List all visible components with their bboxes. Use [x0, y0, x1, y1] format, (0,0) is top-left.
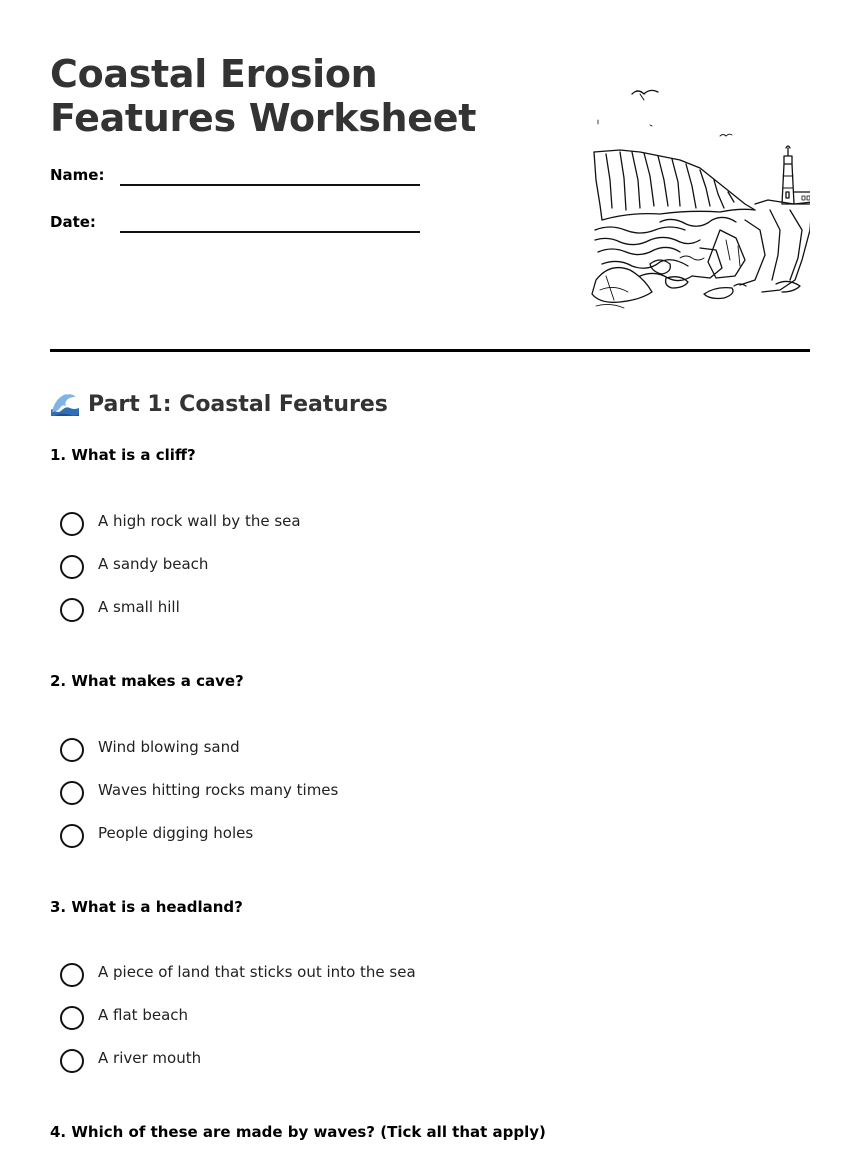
date-field[interactable] — [50, 212, 430, 242]
radio-button[interactable] — [60, 1049, 84, 1073]
date-input-line[interactable] — [120, 231, 420, 233]
option-label[interactable]: A high rock wall by the sea — [98, 512, 301, 530]
option-label[interactable]: A small hill — [98, 598, 180, 616]
question-3-options — [60, 961, 660, 1090]
question-1-options — [60, 510, 660, 639]
option-row[interactable] — [60, 510, 660, 553]
option-row[interactable] — [60, 736, 660, 779]
radio-button[interactable] — [60, 555, 84, 579]
name-label: Name: — [50, 166, 105, 184]
question-1: 1. What is a cliff? — [50, 446, 196, 464]
date-label: Date: — [50, 213, 96, 231]
option-row[interactable] — [60, 779, 660, 822]
name-input-line[interactable] — [120, 184, 420, 186]
option-label[interactable]: A river mouth — [98, 1049, 202, 1067]
option-label[interactable]: Waves hitting rocks many times — [98, 781, 339, 799]
question-4: 4. Which of these are made by waves? (Tick all that apply) — [50, 1123, 546, 1141]
question-2: 2. What makes a cave? — [50, 672, 244, 690]
question-3: 3. What is a headland? — [50, 898, 243, 916]
header-divider — [50, 349, 810, 352]
radio-button[interactable] — [60, 512, 84, 536]
radio-button[interactable] — [60, 598, 84, 622]
option-row[interactable] — [60, 961, 660, 1004]
option-row[interactable] — [60, 1047, 660, 1090]
option-label[interactable]: A piece of land that sticks out into the sea — [98, 963, 416, 981]
option-label[interactable]: People digging holes — [98, 824, 254, 842]
option-row[interactable] — [60, 822, 660, 865]
radio-button[interactable] — [60, 781, 84, 805]
name-field[interactable] — [50, 165, 430, 195]
option-row[interactable] — [60, 1004, 660, 1047]
option-row[interactable] — [60, 596, 660, 639]
coastal-cliff-lighthouse-illustration — [540, 80, 810, 315]
worksheet-title: Coastal Erosion Features Worksheet — [50, 52, 477, 140]
radio-button[interactable] — [60, 824, 84, 848]
option-label[interactable]: Wind blowing sand — [98, 738, 240, 756]
question-2-options — [60, 736, 660, 865]
option-label[interactable]: A flat beach — [98, 1006, 189, 1024]
section-heading-part-1 — [50, 389, 388, 419]
radio-button[interactable] — [60, 963, 84, 987]
option-label[interactable]: A sandy beach — [98, 555, 209, 573]
radio-button[interactable] — [60, 1006, 84, 1030]
option-row[interactable] — [60, 553, 660, 596]
section-heading-text: Part 1: Coastal Features — [88, 391, 388, 417]
water-wave-icon — [50, 390, 80, 418]
radio-button[interactable] — [60, 738, 84, 762]
